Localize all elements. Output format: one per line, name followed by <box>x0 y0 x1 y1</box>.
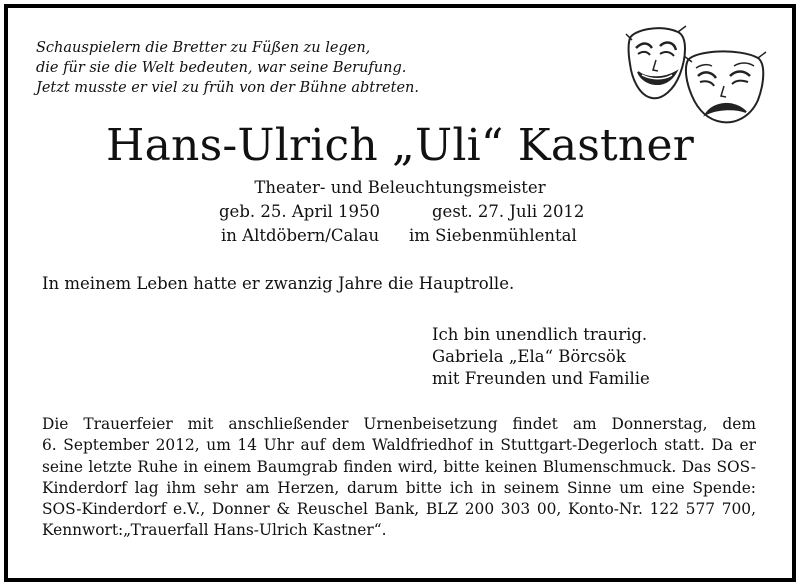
mourners-line: Ich bin unendlich traurig. <box>432 325 648 344</box>
notice-line: Kennwort:„Trauerfall Hans-Ulrich Kastner“. <box>42 521 387 540</box>
leading-role-sentence: In meinem Leben hatte er zwanzig Jahre die Hauptrolle. <box>42 274 515 293</box>
theatre-masks-icon <box>622 20 772 126</box>
funeral-notice <box>42 414 756 542</box>
profession: Theater- und Beleuchtungsmeister <box>254 178 546 197</box>
birth-place: in Altdöbern/Calau <box>221 226 380 245</box>
notice-line: Die Trauerfeier mit anschließender Urnenbeisetzung findet am Donnerstag, dem <box>42 415 756 433</box>
motto-line: die für sie die Welt bedeuten, war seine Berufung. <box>36 60 407 76</box>
mourners-line: mit Freunden und Familie <box>432 369 650 388</box>
notice-line: seine letzte Ruhe in einem Baumgrab finden wird, bitte keinen Blumenschmuck. Das SOS- <box>42 457 756 476</box>
death-date: gest. 27. Juli 2012 <box>432 202 585 221</box>
mourners-signature <box>432 324 650 390</box>
notice-line: 6. September 2012, um 14 Uhr auf dem Waldfriedhof in Stuttgart-Degerloch statt. Da er <box>42 436 756 455</box>
comedy-mask-icon <box>626 26 686 98</box>
deceased-name: Hans-Ulrich „Uli“ Kastner <box>106 120 694 171</box>
motto-line: Schauspielern die Bretter zu Füßen zu legen, <box>36 40 371 56</box>
birth-date: geb. 25. April 1950 <box>219 202 381 221</box>
motto <box>36 38 419 98</box>
death-place: im Siebenmühlental <box>409 226 577 245</box>
notice-line: SOS-Kinderdorf e.V., Donner & Reuschel Bank, BLZ 200 303 00, Konto-Nr. 122 577 700, <box>42 500 756 519</box>
tragedy-mask-icon <box>684 51 766 122</box>
mourners-line: Gabriela „Ela“ Börcsök <box>432 347 626 366</box>
notice-line: Kinderdorf lag ihm sehr am Herzen, darum bitte ich in seinem Sinne um eine Spende: <box>42 478 756 497</box>
motto-line: Jetzt musste er viel zu früh von der Bühne abtreten. <box>36 80 419 96</box>
